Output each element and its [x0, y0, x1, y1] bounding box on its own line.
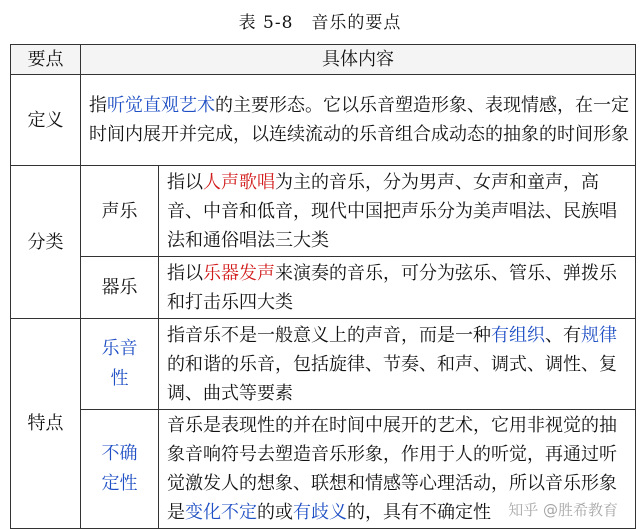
table-row-instrumental: [11, 257, 636, 319]
vocal-highlight: 人声歌唱: [203, 172, 275, 193]
header-content: 具体内容: [81, 45, 636, 75]
musical-tone-text-pre: 指音乐不是一般意义上的声音，而是一种: [167, 325, 491, 346]
sublabel-musical-tone: 乐音性: [81, 319, 159, 410]
uncertainty-text-post: 的，具有不确定性: [347, 502, 491, 523]
definition-highlight: 听觉直观艺术: [107, 95, 215, 116]
instrumental-text-pre: 指以: [167, 263, 203, 284]
row-label-definition: 定义: [11, 75, 81, 166]
definition-content: [81, 75, 636, 166]
table-row-musical-tone: [11, 319, 636, 410]
watermark: 知乎 @胜希教育: [508, 499, 618, 520]
row-label-features: 特点: [11, 319, 81, 529]
vocal-text-post: 为主的音乐，分为男声、女声和童声，高音、中音和低音，现代中国把声乐分为美声唱法、民族唱法和通俗唱法三大类: [167, 172, 617, 251]
music-key-points-table: [10, 44, 636, 529]
uncertainty-text-pre: 音乐是表现性的并在时间中展开的艺术，它用非视觉的抽象音响符号去塑造音乐形象，作用于人的听觉，再通过听觉激发人的想象、联想和情感等心理活动，所以音乐形象是: [167, 415, 617, 523]
vocal-text-pre: 指以: [167, 172, 203, 193]
definition-text-pre: 指: [89, 95, 107, 116]
sublabel-uncertainty: 不确定性: [81, 410, 159, 529]
definition-text-post: 的主要形态。它以乐音塑造形象、表现情感，在一定时间内展开并完成，以连续流动的乐音组合成动态的抽象的时间形象: [89, 95, 629, 145]
table-row-vocal: [11, 166, 636, 257]
musical-tone-text-post: 的和谐的乐音，包括旋律、节奏、和声、调式、调性、复调、曲式等要素: [167, 354, 617, 404]
instrumental-highlight: 乐器发声: [203, 263, 275, 284]
header-row: [11, 45, 636, 75]
musical-tone-highlight-2: 规律: [581, 325, 617, 346]
musical-tone-highlight-1: 有组织: [491, 325, 545, 346]
header-key-point: 要点: [11, 45, 81, 75]
musical-tone-content: [159, 319, 636, 410]
sublabel-vocal: 声乐: [81, 166, 159, 257]
uncertainty-highlight-1: 变化不定: [185, 502, 257, 523]
table-row-definition: [11, 75, 636, 166]
row-label-category: 分类: [11, 166, 81, 319]
instrumental-content: [159, 257, 636, 319]
instrumental-text-post: 来演奏的音乐，可分为弦乐、管乐、弹拨乐和打击乐四大类: [167, 263, 617, 313]
sublabel-instrumental: 器乐: [81, 257, 159, 319]
uncertainty-highlight-2: 有歧义: [293, 502, 347, 523]
table-caption: 表 5-8 音乐的要点: [0, 8, 640, 33]
uncertainty-text-mid: 的或: [257, 502, 293, 523]
musical-tone-text-mid: 、有: [545, 325, 581, 346]
vocal-content: [159, 166, 636, 257]
